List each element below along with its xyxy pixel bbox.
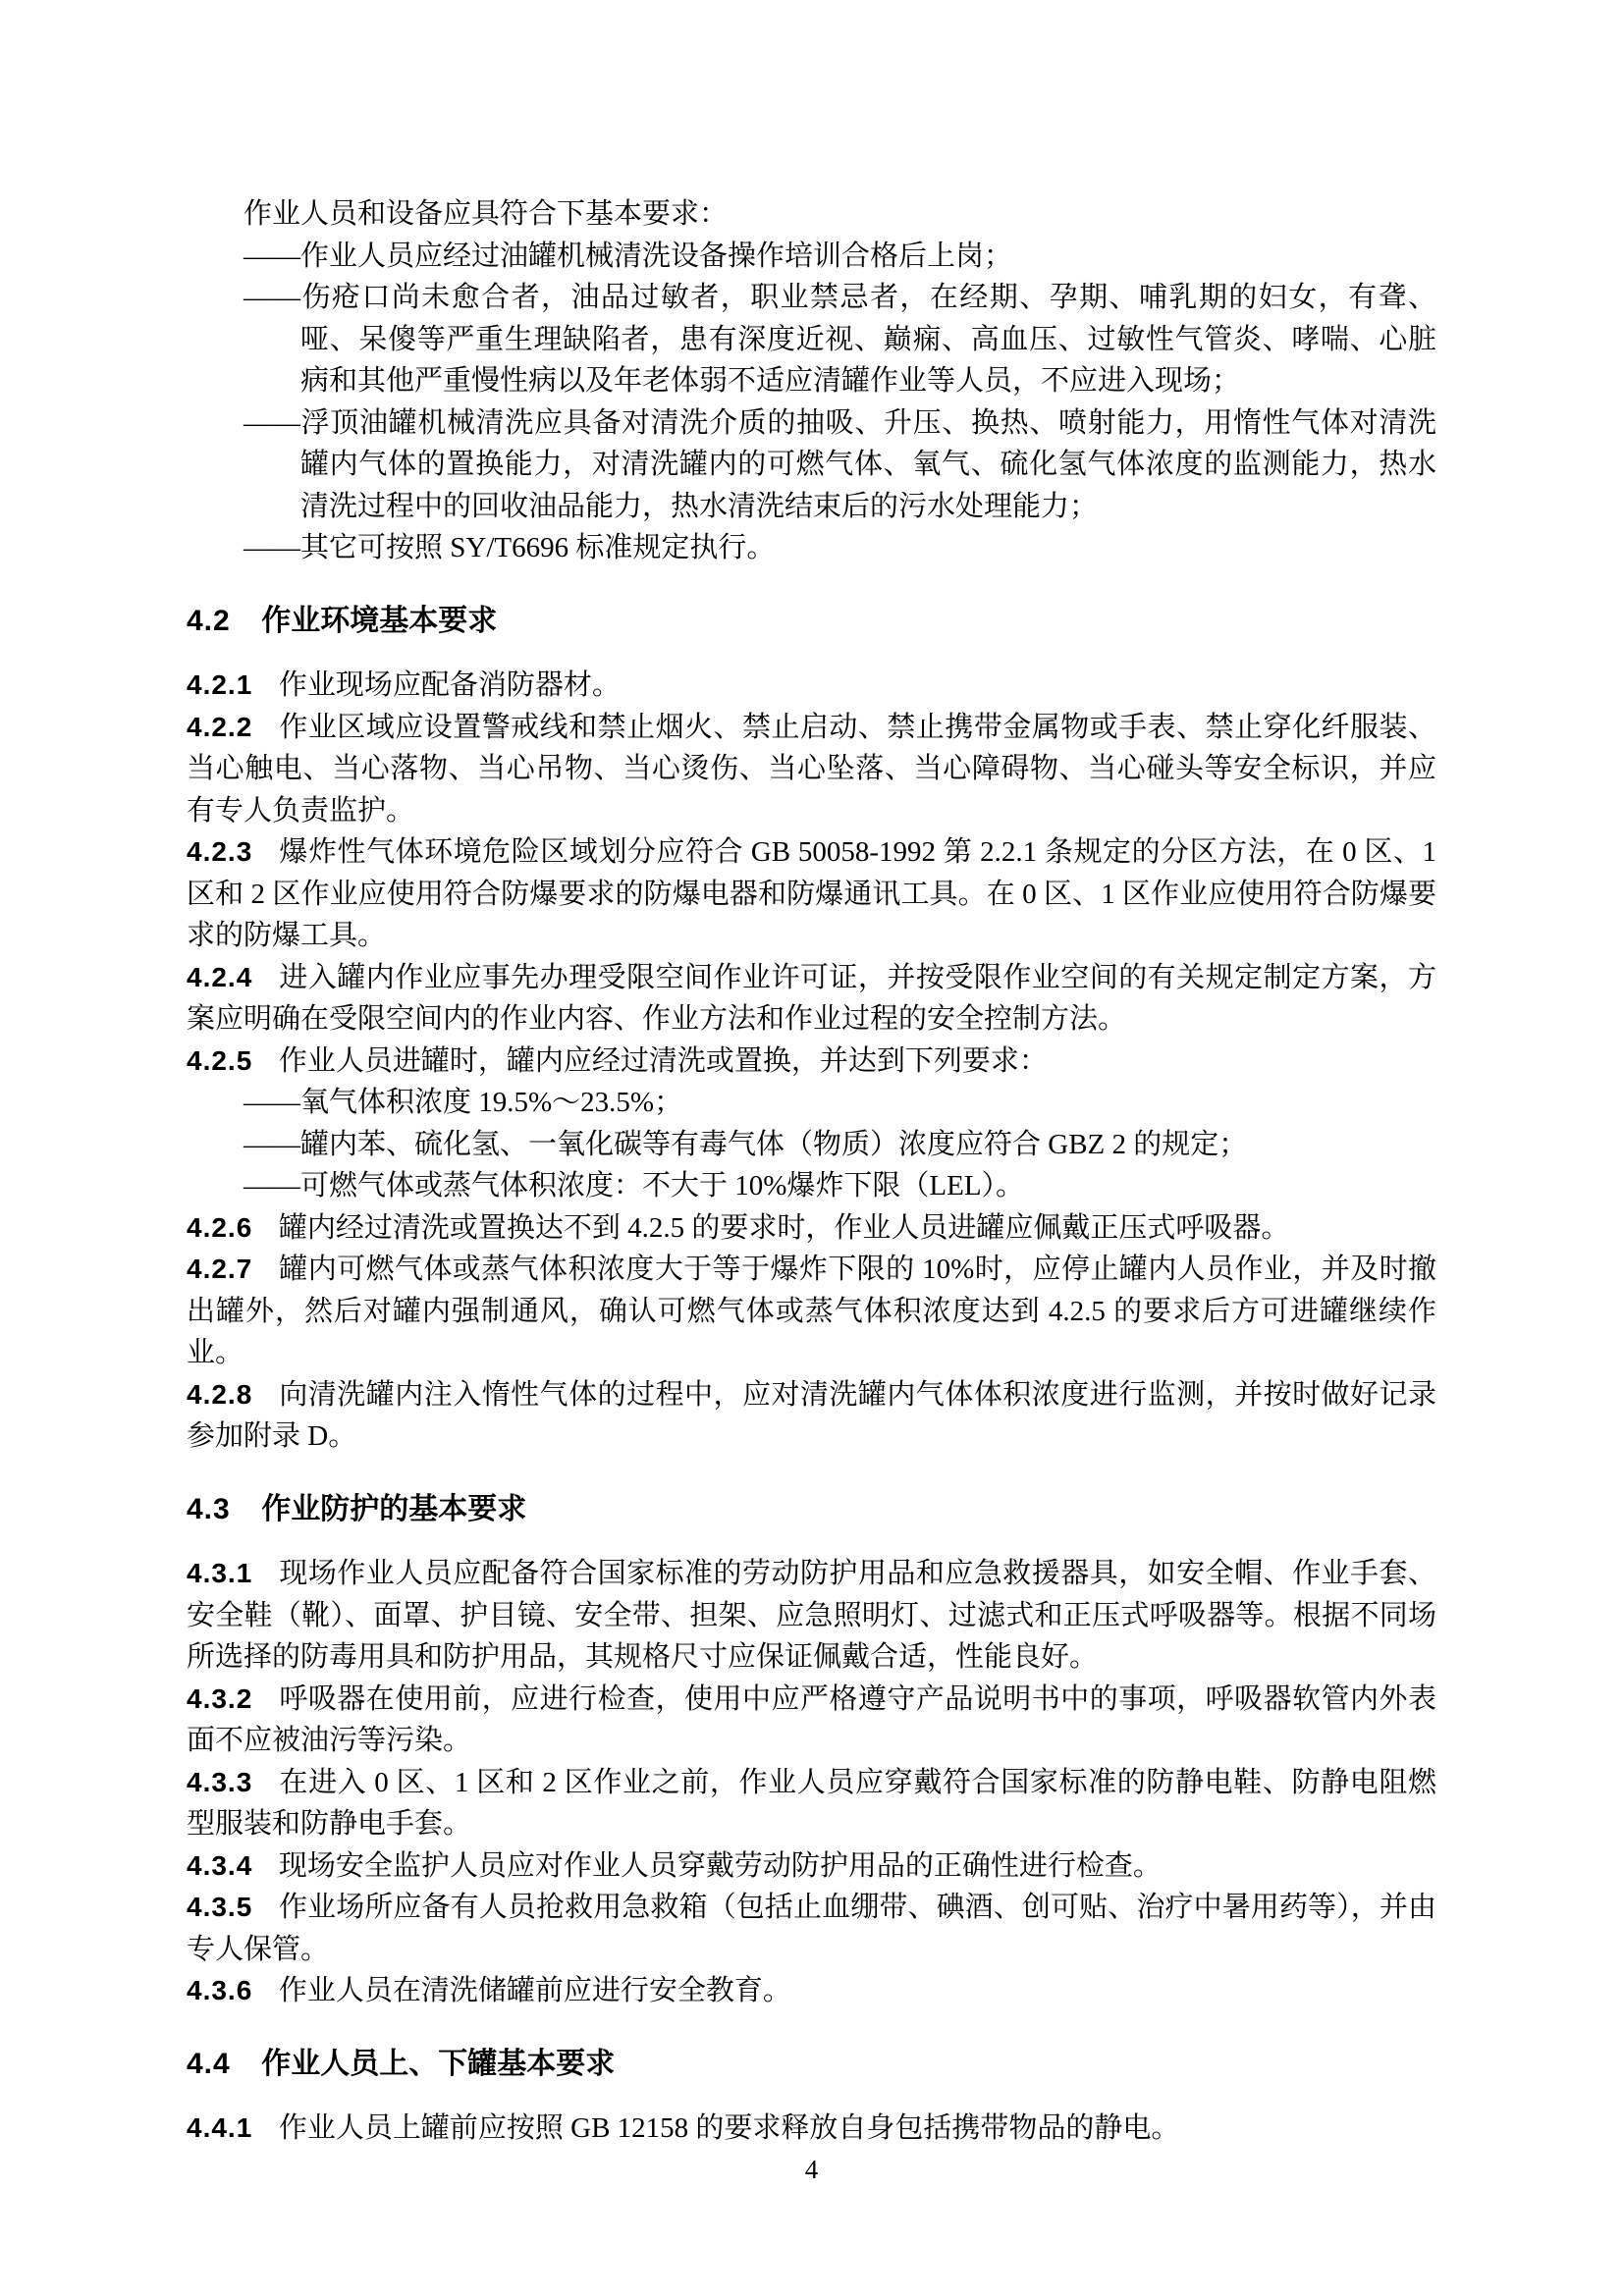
dash-list-item: ——可燃气体或蒸气体积浓度：不大于 10%爆炸下限（LEL）。 [243, 1170, 1025, 1201]
clause-text: 呼吸器在使用前，应进行检查，使用中应严格遵守产品说明书中的事项，呼吸器软管内外表面不应被油污等污染。 [187, 1682, 1436, 1756]
clause-paragraph-4-2-7 [187, 1249, 1436, 1374]
clause-paragraph-4-3-3 [187, 1762, 1436, 1845]
clause-paragraph-4-2-1 [187, 665, 1436, 707]
clause-paragraph-4-2-8 [187, 1374, 1436, 1458]
clause-text: 罐内可燃气体或蒸气体积浓度大于等于爆炸下限的 10%时，应停止罐内人员作业，并及时撤出罐外，然后对罐内强制通风，确认可燃气体或蒸气体积浓度达到 4.2.5 的要求后方可进罐继续作业。 [187, 1254, 1436, 1368]
page-number: 4 [804, 2155, 819, 2184]
clause-number: 4.2.5 [187, 1044, 253, 1076]
intro-paragraph: 作业人员和设备应具符合下基本要求： [243, 198, 729, 230]
clause-text: 作业现场应配备消防器材。 [278, 669, 621, 701]
section-title: 作业防护的基本要求 [261, 1492, 527, 1525]
clause-paragraph-4-2-5 [187, 1041, 1436, 1083]
clause-number: 4.3.1 [187, 1558, 253, 1588]
page-footer [0, 2152, 1623, 2187]
clause-paragraph-4-2-2 [187, 707, 1436, 832]
clause-number: 4.3.3 [187, 1766, 253, 1797]
section-number: 4.4 [187, 2047, 231, 2080]
clause-text: 在进入 0 区、1 区和 2 区作业之前，作业人员应穿戴符合国家标准的防静电鞋、防静电阻燃型服装和防静电手套。 [187, 1766, 1436, 1840]
clause-number: 4.2.4 [187, 961, 253, 992]
clause-number: 4.4.1 [187, 2112, 253, 2143]
clause-number: 4.2.1 [187, 669, 253, 700]
clause-text: 向清洗罐内注入惰性气体的过程中，应对清洗罐内气体体积浓度进行监测，并按时做好记录参加附录 D。 [187, 1378, 1436, 1452]
clause-paragraph-4-3-1 [187, 1553, 1436, 1679]
clause-paragraph-4-3-2 [187, 1679, 1436, 1762]
section-heading-4-2 [187, 601, 1436, 643]
section-title: 作业人员上、下罐基本要求 [261, 2047, 616, 2080]
clause-number: 4.2.8 [187, 1378, 253, 1410]
clause-paragraph-4-4-1 [187, 2108, 1436, 2150]
clause-text: 爆炸性气体环境危险区域划分应符合 GB 50058-1992 第 2.2.1 条规定的分区方法，在 0 区、1 区和 2 区作业应使用符合防爆要求的防爆电器和防爆通讯工具。在 0 区、1 区作业应使用符合防爆要求的防爆工具。 [187, 836, 1436, 951]
clause-text: 罐内经过清洗或置换达不到 4.2.5 的要求时，作业人员进罐应佩戴正压式呼吸器。 [278, 1211, 1290, 1244]
section-title: 作业环境基本要求 [261, 604, 498, 637]
clause-text: 现场安全监护人员应对作业人员穿戴劳动防护用品的正确性进行检查。 [278, 1849, 1162, 1882]
clause-text: 作业场所应备有人员抢救用急救箱（包括止血绷带、碘酒、创可贴、治疗中暑用药等），并由专人保管。 [187, 1892, 1436, 1965]
clause-paragraph-4-3-6 [187, 1970, 1436, 2012]
dash-list-item: ——作业人员应经过油罐机械清洗设备操作培训合格后上岗； [243, 240, 1013, 272]
clause-number: 4.3.2 [187, 1682, 253, 1714]
clause-text: 作业人员在清洗储罐前应进行安全教育。 [278, 1975, 791, 2006]
section-heading-4-3 [187, 1489, 1436, 1531]
clause-number: 4.3.4 [187, 1849, 253, 1881]
clause-text: 现场作业人员应配备符合国家标准的劳动防护用品和应急救援器具，如安全帽、作业手套、安全鞋（靴）、面罩、护目镜、安全带、担架、应急照明灯、过滤式和正压式呼吸器等。根据不同场所选择的防毒用具和防护用品，其规格尺寸应保证佩戴合适，性能良好。 [187, 1558, 1436, 1673]
dash-list-item: ——氧气体积浓度 19.5%～23.5%； [243, 1087, 683, 1118]
clause-number: 4.2.3 [187, 836, 253, 867]
clause-paragraph-4-3-5 [187, 1887, 1436, 1970]
clause-text: 进入罐内作业应事先办理受限空间作业许可证，并按受限作业空间的有关规定制定方案，方案应明确在受限空间内的作业内容、作业方法和作业过程的安全控制方法。 [187, 961, 1436, 1035]
clause-text: 作业人员进罐时，罐内应经过清洗或置换，并达到下列要求： [278, 1044, 1048, 1077]
clause-number: 4.2.2 [187, 711, 253, 742]
section-number: 4.2 [187, 604, 231, 637]
clause-paragraph-4-2-3 [187, 831, 1436, 957]
clause-number: 4.2.6 [187, 1211, 253, 1243]
clause-number: 4.2.7 [187, 1254, 253, 1284]
dash-list-item: ——罐内苯、硫化氢、一氧化碳等有毒气体（物质）浓度应符合 GBZ 2 的规定； [243, 1128, 1248, 1160]
dash-list-item: ——其它可按照 SY/T6696 标准规定执行。 [243, 532, 776, 563]
clause-paragraph-4-2-6 [187, 1207, 1436, 1250]
clause-paragraph-4-2-4 [187, 957, 1436, 1041]
clause-paragraph-4-3-4 [187, 1845, 1436, 1888]
clause-number: 4.3.5 [187, 1892, 253, 1922]
clause-text: 作业人员上罐前应按照 GB 12158 的要求释放自身包括携带物品的静电。 [278, 2112, 1180, 2144]
dash-list-item: ——浮顶油罐机械清洗应具备对清洗介质的抽吸、升压、换热、喷射能力，用惰性气体对清洗罐内气体的置换能力，对清洗罐内的可燃气体、氧气、硫化氢气体浓度的监测能力，热水清洗过程中的回收油品能力，热水清洗结束后的污水处理能力； [243, 406, 1436, 522]
section-number: 4.3 [187, 1492, 231, 1525]
section-heading-4-4 [187, 2044, 1436, 2086]
page-content [187, 193, 1436, 2150]
clause-text: 作业区域应设置警戒线和禁止烟火、禁止启动、禁止携带金属物或手表、禁止穿化纤服装、当心触电、当心落物、当心吊物、当心烫伤、当心坠落、当心障碍物、当心碰头等安全标识，并应有专人负责监护。 [187, 711, 1436, 827]
clause-number: 4.3.6 [187, 1975, 253, 2005]
dash-list-item: ——伤疮口尚未愈合者，油品过敏者，职业禁忌者，在经期、孕期、哺乳期的妇女，有聋、哑、呆傻等严重生理缺陷者，患有深度近视、巅痫、高血压、过敏性气管炎、哮喘、心脏病和其他严重慢性病以及年老体弱不适应清罐作业等人员，不应进入现场； [243, 282, 1436, 397]
